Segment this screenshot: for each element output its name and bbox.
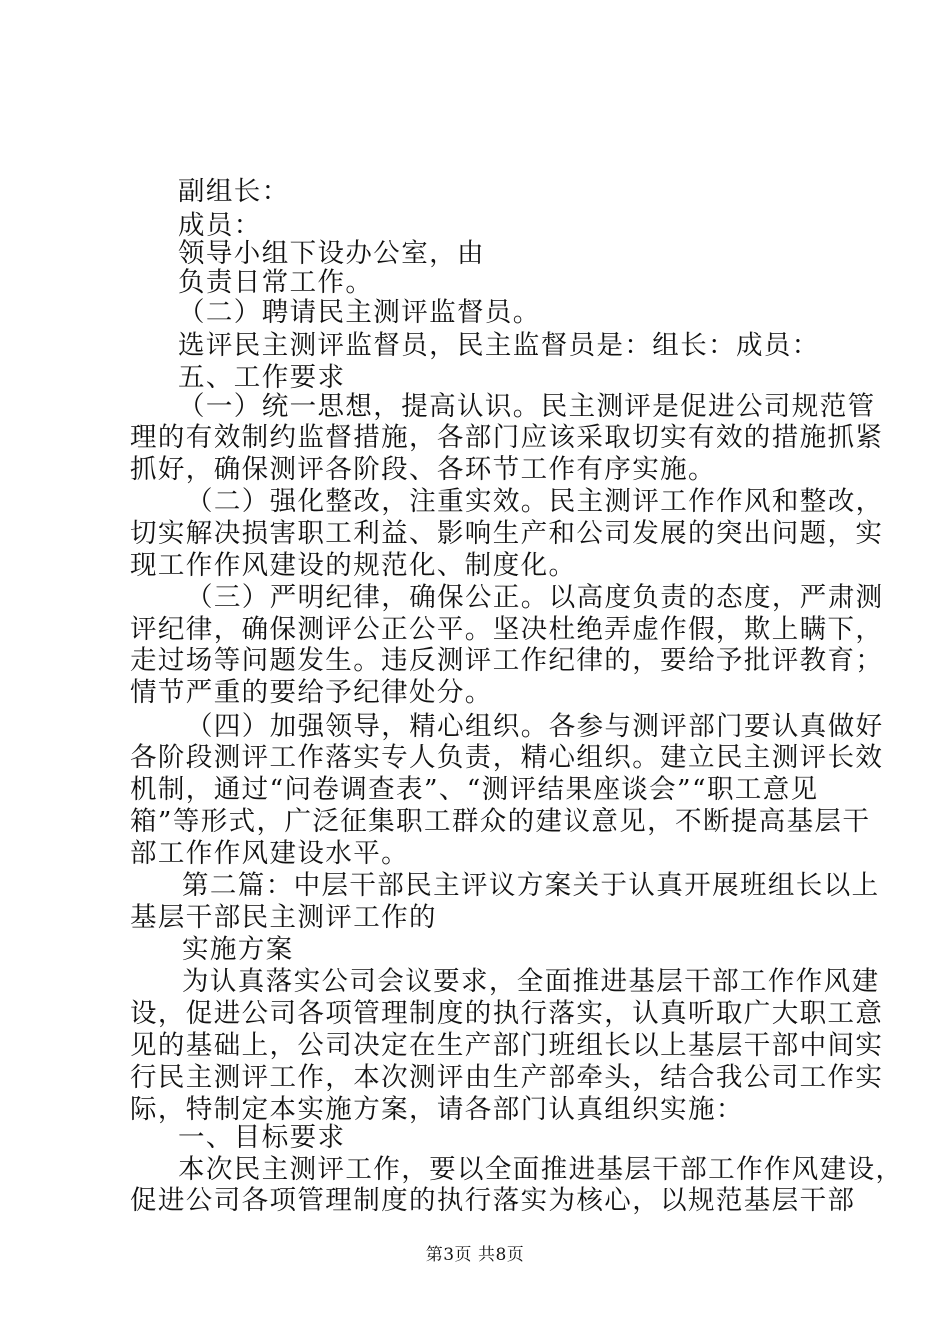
text-line: 负责日常工作。 (178, 267, 374, 298)
text-line: 见的基础上，公司决定在生产部门班组长以上基层干部中间实 (130, 1030, 884, 1061)
text-line: 选评民主测评监督员，民主监督员是：组长：成员： (178, 330, 820, 361)
text-line: 部工作作风建设水平。 (130, 838, 409, 869)
text-line: 现工作作风建设的规范化、制度化。 (130, 550, 577, 581)
text-line: 情节严重的要给予纪律处分。 (130, 677, 493, 708)
text-line: 行民主测评工作，本次测评由生产部牵头，结合我公司工作实 (130, 1062, 884, 1093)
text-line: 切实解决损害职工利益、影响生产和公司发展的突出问题，实 (130, 518, 884, 549)
text-line: 成员： (178, 210, 262, 241)
text-line: 评纪律，确保测评公正公平。坚决杜绝弄虚作假，欺上瞒下， (130, 614, 884, 645)
text-line: 箱”等形式，广泛征集职工群众的建议意见，不断提高基层干 (130, 806, 871, 837)
text-line: 各阶段测评工作落实专人负责，精心组织。建立民主测评长效 (130, 742, 884, 773)
page-footer: 第3页 共8页 (425, 1245, 525, 1265)
text-line: 本次民主测评工作，要以全面推进基层干部工作作风建设， (178, 1154, 904, 1185)
text-line: 第二篇：中层干部民主评议方案关于认真开展班组长以上 (182, 870, 880, 901)
text-line: 一、目标要求 (178, 1122, 346, 1153)
text-line: （二）强化整改，注重实效。民主测评工作作风和整改， (186, 486, 884, 517)
text-line: 五、工作要求 (178, 362, 346, 393)
text-line: 走过场等问题发生。违反测评工作纪律的，要给予批评教育； (130, 645, 884, 676)
text-line: （四）加强领导，精心组织。各参与测评部门要认真做好 (186, 711, 884, 742)
text-line: （二）聘请民主测评监督员。 (178, 297, 541, 328)
text-line: 促进公司各项管理制度的执行落实为核心，以规范基层干部 (130, 1185, 856, 1216)
text-line: 基层干部民主测评工作的 (130, 902, 437, 933)
text-line: 际，特制定本实施方案，请各部门认真组织实施： (130, 1094, 744, 1125)
text-line: 理的有效制约监督措施，各部门应该采取切实有效的措施抓紧 (130, 422, 884, 453)
text-line: 设，促进公司各项管理制度的执行落实，认真听取广大职工意 (130, 998, 884, 1029)
text-line: 副组长： (178, 176, 290, 207)
text-line: （一）统一思想，提高认识。民主测评是促进公司规范管 (178, 391, 876, 422)
text-line: 实施方案 (182, 934, 294, 965)
text-line: 为认真落实公司会议要求，全面推进基层干部工作作风建 (182, 966, 880, 997)
text-line: （三）严明纪律，确保公正。以高度负责的态度，严肃测 (186, 582, 884, 613)
text-line: 抓好，确保测评各阶段、各环节工作有序实施。 (130, 454, 716, 485)
text-line: 领导小组下设办公室，由 (178, 238, 485, 269)
text-line: 机制，通过“问卷调查表”、“测评结果座谈会”“职工意见 (130, 774, 819, 805)
